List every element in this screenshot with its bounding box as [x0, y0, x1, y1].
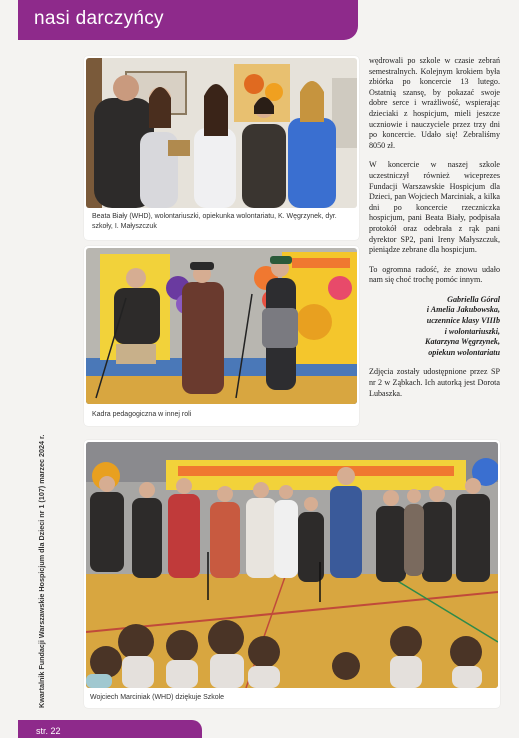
photo-volunteers [86, 58, 357, 208]
photo-caption-3: Wojciech Marciniak (WHD) dziękuje Szkole [90, 694, 225, 701]
photo-card-3 [84, 440, 500, 708]
photo-caption-1: Beata Biały (WHD), wolontariuszki, opiekunka wolontariatu, K. Węgrzynek, dyr. szkoły, I. Małyszczuk [92, 213, 337, 230]
article-column [369, 56, 500, 408]
signature-line: Katarzyna Węgrzynek, [425, 337, 500, 347]
signature-line: i Amelia Jakubowska, [426, 305, 500, 315]
article-photo-credit: Zdjęcia zostały udostępnione przez SP nr 2 w Ząbkach. Ich autorką jest Dorota Lubaszka. [369, 367, 500, 398]
signature-line: Gabriella Góral [447, 294, 500, 304]
article-paragraph-1: wędrowali po szkole w czasie zebrań semestralnych. Kolejnym krokiem była zbiórka po koncercie 13 lutego. Ostatnią szansę, by pokazać swoje dobre serce i wrażliwość, wspierając dzieciaki z hospicjum, mieli jeszcze uczniowie i nauczyciele przez trzy dni po koncercie. Udało się! Zebraliśmy 8050 zł. [369, 56, 500, 150]
signature-line: i wolontariuszki, [444, 326, 500, 336]
page-number: str. 22 [36, 726, 61, 736]
signature-line: uczennice klasy VIIIb [426, 316, 500, 326]
journal-side-label: Kwartalnik Fundacji Warszawskie Hospicjum dla Dzieci nr 1 (107) marzec 2024 r. [37, 434, 46, 708]
photo-caption-2: Kadra pedagogiczna w innej roli [92, 411, 192, 418]
photo-thanks-school [86, 442, 498, 688]
photo-staff-performance [86, 248, 357, 404]
article-paragraph-3: To ogromna radość, że znowu udało nam się choć trochę pomóc innym. [369, 264, 500, 285]
section-title: nasi darczyńcy [34, 8, 164, 29]
photo-card-1 [84, 56, 359, 240]
article-signature [369, 295, 500, 359]
article-paragraph-2: W koncercie w naszej szkole uczestniczył również wiceprezes Fundacji Warszawskie Hospicjum dla Dzieci, pan Wojciech Marciniak, a kilka dni po koncercie rzeczniczka hospicjum, pani Beata Biały, podpisała protokół oraz odebrała z rąk pani dyrektor SP2, pani Ireny Małyszczuk, pieniądze zebrane dla hospicjum. [369, 160, 500, 255]
signature-line: opiekun wolontariatu [428, 347, 500, 357]
photo-card-2 [84, 246, 359, 426]
